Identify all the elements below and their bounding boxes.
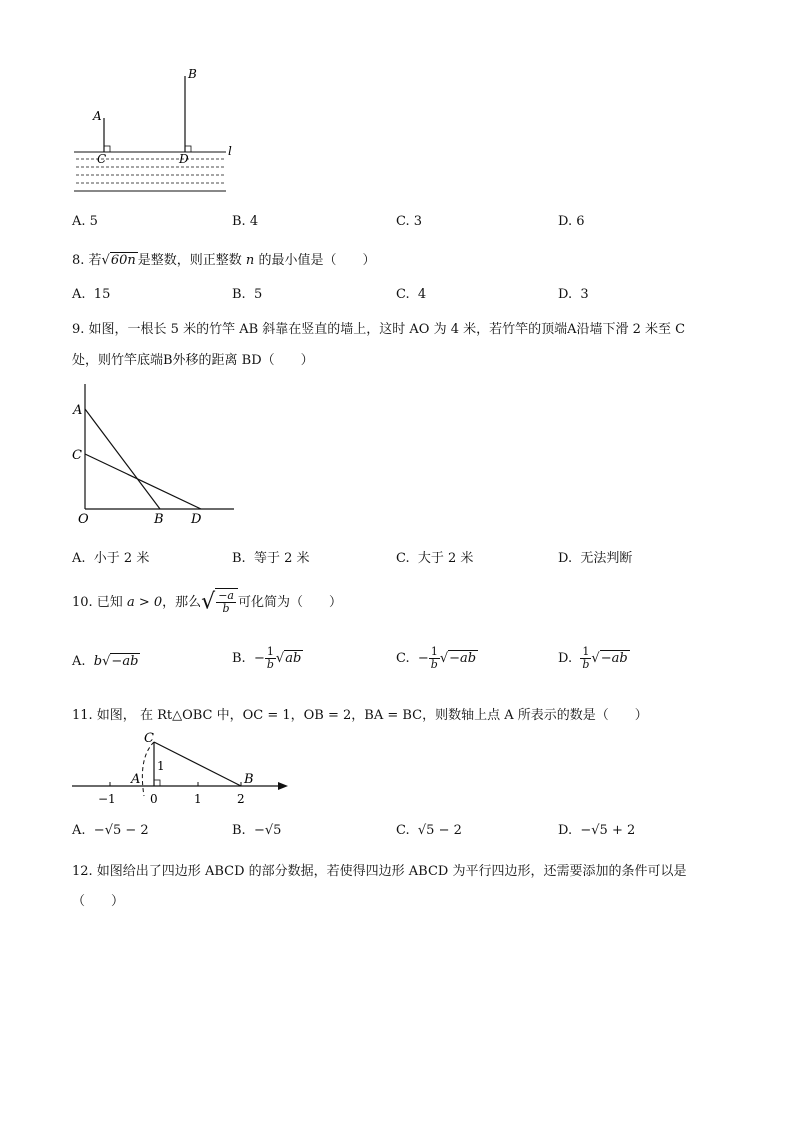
label-d: D	[191, 512, 202, 527]
option-text: 3	[413, 214, 423, 229]
q7-figure	[70, 66, 240, 198]
option-num: 1	[265, 646, 276, 659]
q10-middle: ，那么	[162, 595, 202, 610]
q10-suffix: 可化简为（ ）	[237, 595, 342, 610]
option-num: 1	[429, 646, 440, 659]
option-fraction	[265, 646, 276, 671]
q7-option-b	[232, 214, 258, 229]
option-letter: C.	[396, 651, 410, 666]
q8-var: n	[245, 253, 255, 268]
option-letter: B.	[232, 823, 246, 838]
q12-stem-line2: （ ）	[72, 894, 125, 909]
q8-option-c	[396, 287, 426, 302]
q9-figure	[68, 378, 243, 528]
q9-option-c	[396, 547, 473, 566]
option-radicand: ab	[285, 651, 302, 666]
option-num: 1	[580, 646, 591, 659]
q11-option-c	[396, 823, 462, 838]
option-letter: B.	[232, 287, 246, 302]
q9-option-b	[232, 547, 310, 566]
tick-0: 0	[150, 792, 158, 806]
q11-stem: 11. 如图， 在 Rt△OBC 中，OC = 1，OB = 2，BA = BC，则数轴上点 A 所表示的数是（ ）	[72, 708, 648, 723]
q8-middle: 是整数，则正整数	[137, 253, 242, 268]
option-radicand: −ab	[449, 651, 477, 666]
option-letter: A.	[72, 287, 86, 302]
option-radicand: −ab	[600, 651, 628, 666]
option-letter: D.	[558, 214, 573, 229]
option-text: −√5	[253, 823, 282, 838]
label-l: l	[228, 144, 232, 158]
option-den: b	[430, 658, 438, 671]
option-letter: D.	[558, 823, 573, 838]
option-sign: −	[253, 651, 265, 666]
q11-figure	[68, 728, 293, 810]
q8-radicand: 60n	[110, 253, 136, 268]
option-letter: D.	[558, 651, 573, 666]
option-letter: A.	[72, 214, 86, 229]
option-fraction	[429, 646, 440, 671]
q10-prefix: 10. 已知	[72, 595, 123, 610]
option-text: 大于 2 米	[417, 551, 474, 566]
q8-stem: 8. 若√60n 是整数，则正整数 n 的最小值是（ ）	[72, 253, 376, 268]
label-o: O	[78, 512, 89, 527]
option-text: 3	[580, 287, 589, 302]
q10-option-b: B. − $\frac{1}{b}$ √ab	[232, 645, 302, 671]
q10-den: b	[222, 602, 230, 615]
option-text: 等于 2 米	[253, 551, 310, 566]
option-text: 5	[89, 214, 98, 229]
option-text: −√5 + 2	[580, 823, 636, 838]
label-a: A	[73, 403, 83, 418]
label-d: D	[179, 152, 189, 166]
option-text: −√5 − 2	[93, 823, 149, 838]
label-one: 1	[157, 759, 165, 773]
q9-stem-line2: 处，则竹竿底端B外移的距离 BD（ ）	[72, 353, 314, 368]
q11-option-a	[72, 823, 149, 838]
q7-option-d	[558, 214, 585, 229]
q12-stem-line1: 12. 如图给出了四边形 ABCD 的部分数据，若使得四边形 ABCD 为平行四边形，还需要添加的条件可以是	[72, 864, 687, 879]
q10-condition: a > 0	[126, 595, 163, 610]
option-letter: D.	[558, 551, 573, 566]
option-letter: B.	[232, 651, 246, 666]
option-letter: D.	[558, 287, 573, 302]
option-fraction	[580, 646, 591, 671]
q11-option-d	[558, 823, 635, 838]
option-letter: C.	[396, 287, 410, 302]
option-text: 4	[417, 287, 427, 302]
label-b: B	[188, 67, 197, 81]
option-text: 4	[249, 214, 259, 229]
q8-prefix: 8. 若	[72, 253, 102, 268]
option-letter: C.	[396, 551, 410, 566]
label-c: C	[72, 448, 82, 463]
label-a: A	[131, 772, 141, 787]
q10-stem: 10. 已知 a > 0，那么√ $\frac{-a}{b}$ 可化简为（ ）	[72, 589, 342, 615]
label-b: B	[154, 512, 164, 527]
tick-2: 2	[237, 792, 245, 806]
label-c: C	[144, 731, 154, 746]
option-letter: C.	[396, 214, 410, 229]
q8-option-b	[232, 287, 262, 302]
option-letter: A.	[72, 823, 86, 838]
q9-option-d	[558, 547, 632, 566]
label-a: A	[93, 109, 102, 123]
option-text: √5 − 2	[417, 823, 462, 838]
q8-option-d	[558, 287, 589, 302]
q10-option-c: C. − $\frac{1}{b}$ √−ab	[396, 645, 477, 671]
label-c: C	[97, 152, 107, 166]
tick-1: 1	[194, 792, 202, 806]
q11-option-b	[232, 823, 281, 838]
option-text: 6	[576, 214, 585, 229]
option-letter: A.	[72, 551, 86, 566]
option-letter: B.	[232, 551, 246, 566]
q10-option-d: D. $\frac{1}{b}$ √−ab	[558, 645, 628, 671]
option-den: b	[266, 658, 274, 671]
option-text: 无法判断	[580, 551, 633, 566]
option-sign: −	[417, 651, 429, 666]
option-den: b	[582, 658, 590, 671]
q10-fraction	[216, 590, 236, 615]
option-coef: b	[93, 654, 103, 669]
q9-option-a	[72, 547, 149, 566]
option-letter: C.	[396, 823, 410, 838]
option-letter: B.	[232, 214, 246, 229]
label-b: B	[244, 772, 254, 787]
q9-stem-line1: 9. 如图，一根长 5 米的竹竿 AB 斜靠在竖直的墙上，这时 AO 为 4 米，若竹竿的顶端A沿墙下滑 2 米至 C	[72, 322, 686, 337]
q8-option-a	[72, 287, 110, 302]
option-text: 小于 2 米	[93, 551, 150, 566]
option-radicand: −ab	[111, 654, 139, 669]
q7-option-c	[396, 214, 422, 229]
q10-option-a: A. b√−ab	[72, 654, 139, 669]
q10-num: −a	[218, 589, 234, 602]
q8-suffix: 的最小值是（ ）	[258, 253, 376, 268]
option-text: 15	[93, 287, 111, 302]
tick-neg1: −1	[98, 792, 116, 806]
q7-option-a	[72, 214, 98, 229]
option-text: 5	[253, 287, 263, 302]
option-letter: A.	[72, 654, 86, 669]
